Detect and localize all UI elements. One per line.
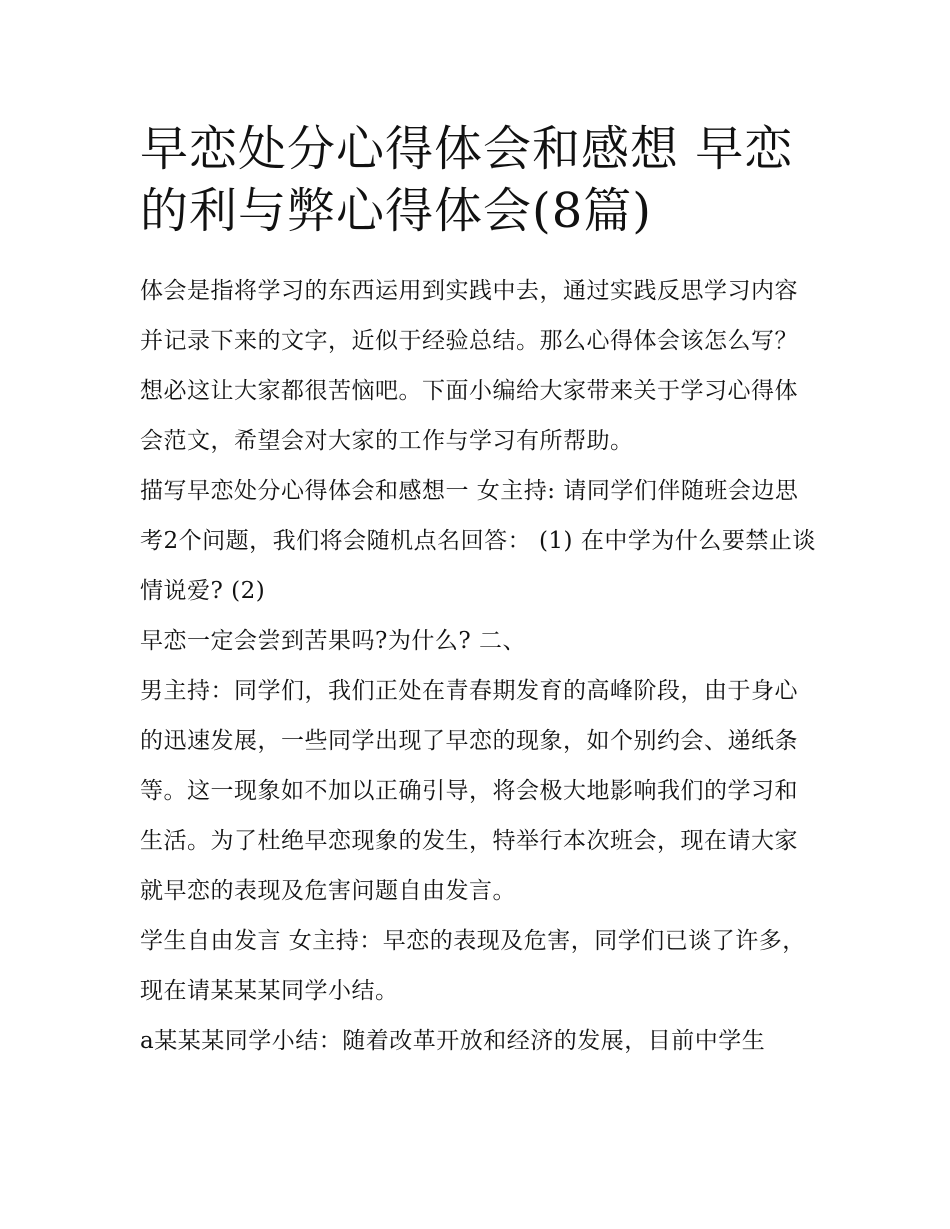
paragraph-intro: 体会是指将学习的东西运用到实践中去，通过实践反思学习内容并记录下来的文字，近似于经验总结。那么心得体会该怎么写？想必这让大家都很苦恼吧。下面小编给大家带来关于学习心得体会范文，希望会对大家的工作与学习有所帮助。 <box>140 278 798 454</box>
document-title: 早恋处分心得体会和感想 早恋的利与弊心得体会(8篇) <box>140 121 794 239</box>
paragraph-female-host-questions: 描写早恋处分心得体会和感想一 女主持: 请同学们伴随班会边思考2个问题，我们将会随机点名回答： (1) 在中学为什么要禁止谈情说爱? (2) <box>140 478 816 604</box>
document-page <box>140 118 820 1066</box>
paragraph-free-speech: 学生自由发言 女主持：早恋的表现及危害，同学们已谈了许多，现在请某某某同学小结。 <box>140 928 806 1004</box>
paragraph-male-host: 男主持：同学们，我们正处在青春期发育的高峰阶段，由于身心的迅速发展，一些同学出现了早恋的现象，如个别约会、递纸条等。这一现象如不加以正确引导，将会极大地影响我们的学习和生活。为了杜绝早恋现象的发生，特举行本次班会，现在请大家就早恋的表现及危害问题自由发言。 <box>140 678 798 904</box>
paragraph-question-two: 早恋一定会尝到苦果吗?为什么? 二、 <box>140 628 526 654</box>
paragraph-summary: a某某某同学小结：随着改革开放和经济的发展，目前中学生 <box>140 1028 766 1054</box>
